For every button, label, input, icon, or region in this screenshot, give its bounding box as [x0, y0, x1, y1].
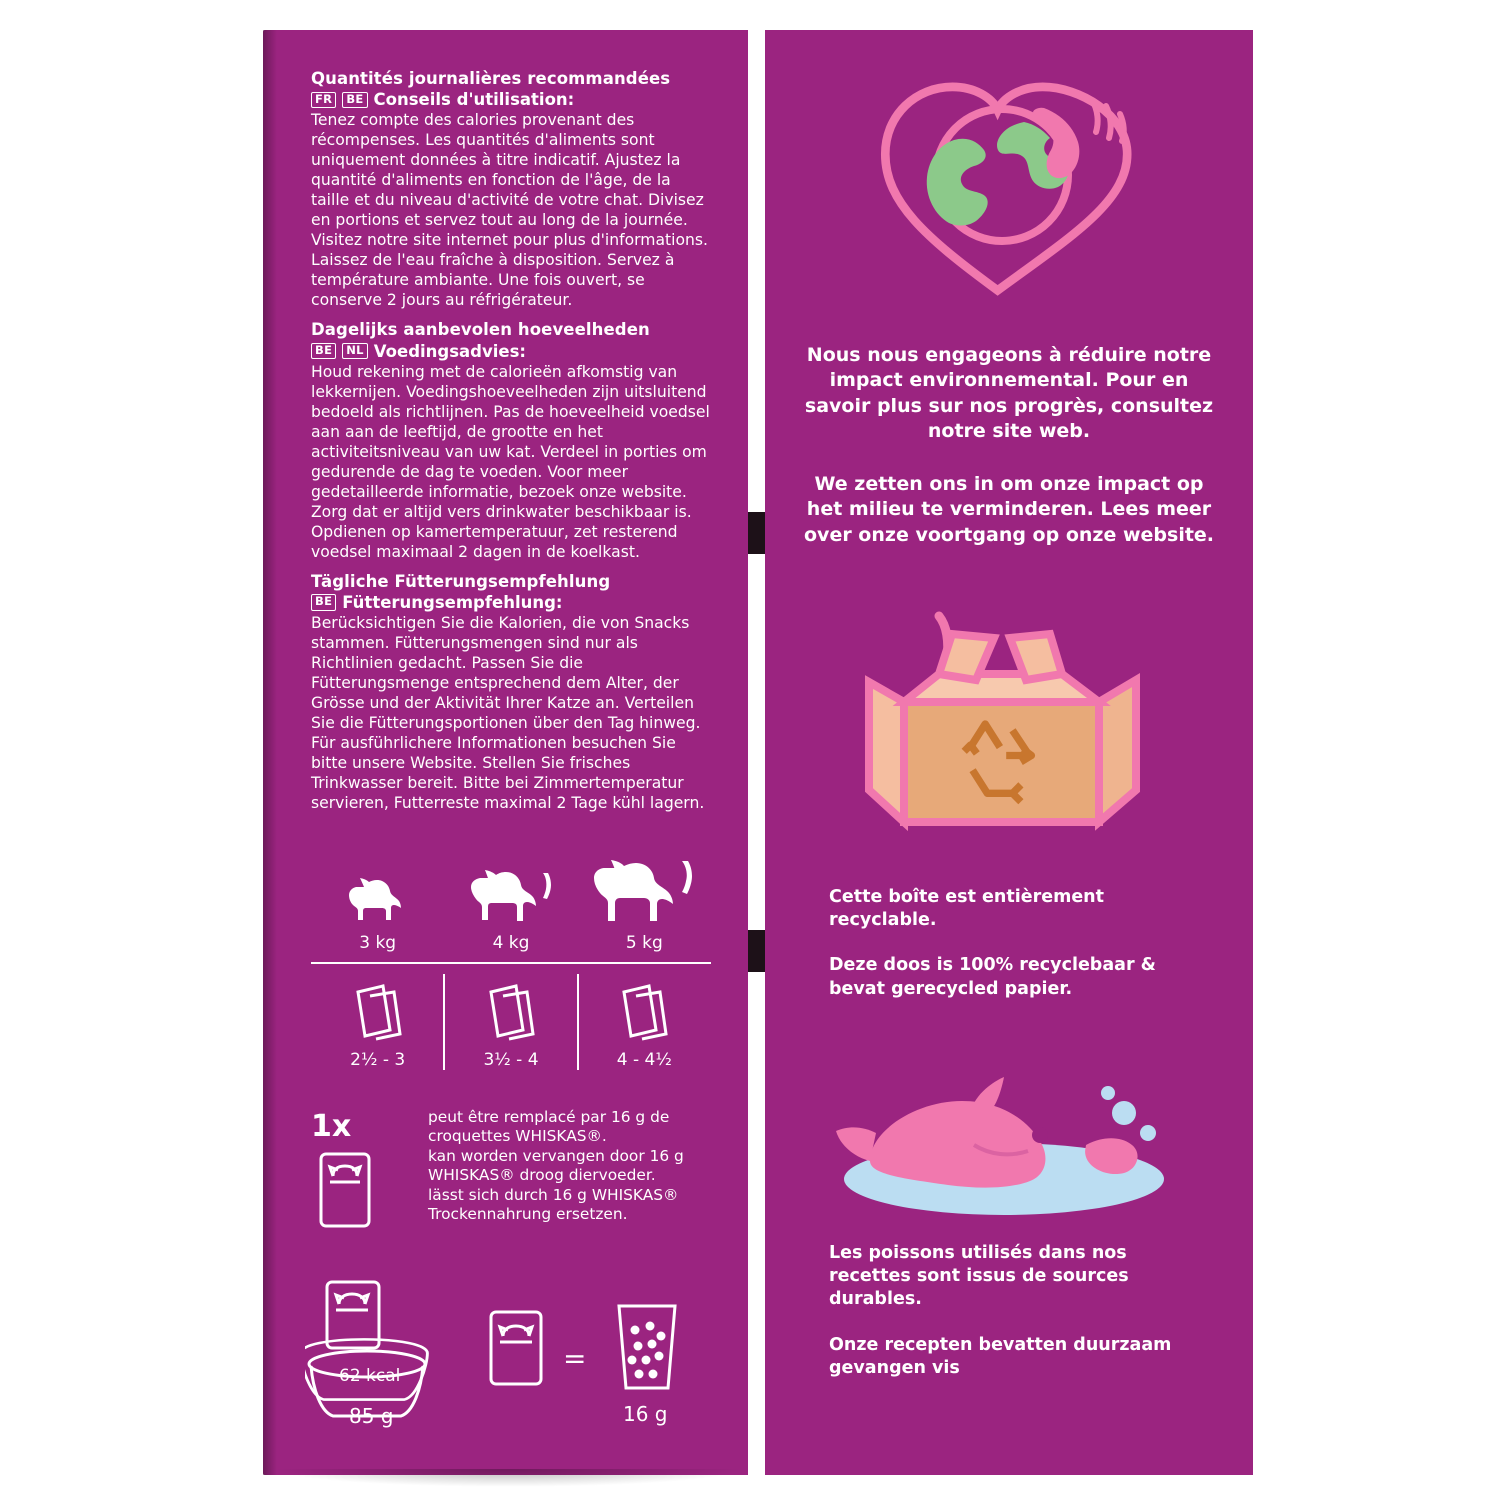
product-package	[263, 30, 1253, 1475]
recyclable-box-block	[765, 594, 1253, 864]
spine-dark-1	[748, 512, 765, 554]
section-subheading-fr: Conseils d'utilisation:	[373, 90, 575, 110]
cat-silhouette-medium-icon	[459, 865, 563, 931]
section-language-line-nl	[311, 342, 711, 361]
cat-weight-3: 5 kg	[625, 933, 663, 953]
equivalence-text	[428, 1108, 713, 1224]
feeding-table	[311, 845, 711, 1070]
section-nl	[311, 319, 711, 561]
pouch-amount-2: 3½ - 4	[483, 1050, 539, 1070]
cat-silhouette-small-icon	[334, 875, 422, 931]
sustainable-fish-icon	[824, 1041, 1194, 1226]
section-heading-nl: Dagelijks aanbevolen hoeveelheden	[311, 320, 650, 340]
equivalence-line-de: lässt sich durch 16 g WHISKAS® Trockennahrung ersetzen.	[428, 1185, 679, 1224]
cat-silhouette-large-icon	[584, 853, 704, 931]
feeding-guidelines-text	[311, 68, 711, 821]
section-body-fr: Tenez compte des calories provenant des récompenses. Les quantités d'aliments sont uniquement données à titre indicatif. Ajustez la quantité d'aliments en fonction de l'âge, de la taille et du niveau d'activité de votre chat. Divisez en portions et servez tout au long de la journée. Visitez notre site internet pour plus d'informations. Laissez de l'eau fraîche à disposition. Servez à température ambiante. Une fois ouvert, se conserve 2 jours au réfrigérateur.	[311, 111, 709, 310]
spine-dark-2	[748, 930, 765, 972]
panel-edge-shadow	[263, 30, 277, 1475]
recyclable-box-icon	[844, 594, 1174, 864]
left-panel	[263, 30, 748, 1475]
sustainability-content	[765, 30, 1253, 1380]
box-paragraph-fr: Cette boîte est entièrement recyclable.	[829, 886, 1105, 931]
cat-silhouette-small-cell	[311, 875, 444, 931]
cat-silhouette-medium-cell	[444, 865, 577, 931]
section-de	[311, 571, 711, 813]
section-heading-de: Tägliche Fütterungsempfehlung	[311, 571, 611, 591]
pouch-cell-1	[311, 982, 444, 1044]
earth-heart-icon	[874, 70, 1144, 325]
package-spine	[748, 30, 765, 1475]
section-body-de: Berücksichtigen Sie die Kalorien, die von Snacks stammen. Fütterungsmengen sind nur als Richtlinien gedacht. Passen Sie die Fütterungsmenge entsprechend dem Alter, der Grösse und der Aktivität Ihrer Katze an. Verteilen Sie die Fütterungsportionen über den Tag hinweg. Für ausführlichere Informationen besuchen Sie bitte unsere Website. Stellen Sie frisches Trinkwasser bereit. Bitte bei Zimmertemperatur servieren, Futterreste maximal 2 Tage kühl lagern.	[311, 613, 705, 813]
section-body-nl: Houd rekening met de calorieën afkomstig van lekkernijen. Voedingshoeveelheden zijn uitsluitend bedoeld als richtlijnen. Pas de hoeveelheid voedsel aan aan de leeftijd, de grootte en het activiteitsniveau van uw kat. Verdeel in porties om gedurende de dag te voeden. Voor meer gedetailleerde informatie, bezoek onze website. Zorg dat er altijd vers drinkwater beschikbaar is. Opdienen op kamertemperatuur, zet resterend voedsel maximaal 2 dagen in de koelkast.	[311, 362, 710, 561]
table-divider	[311, 962, 711, 964]
section-heading-fr: Quantités journalières recommandées	[311, 69, 671, 88]
pouch-icon-row	[311, 974, 711, 1044]
bowl-weight-value: 85 g	[349, 1404, 394, 1428]
pouch-amount-3: 4 - 4½	[616, 1050, 672, 1070]
pouch-icon	[483, 982, 539, 1044]
equals-sign: =	[563, 1342, 587, 1375]
lang-tag-be: BE	[342, 92, 367, 108]
environment-paragraph-nl: We zetten ons in om onze impact op het milieu te verminderen. Lees meer over onze voortgang op onze website.	[804, 473, 1215, 546]
sustainable-fish-block	[765, 1041, 1253, 1226]
lang-tag-be-3: BE	[311, 594, 336, 610]
cat-weight-2: 4 kg	[492, 933, 530, 953]
package-bottom-shadow	[273, 1469, 743, 1487]
pouch-with-cat-face-icon	[311, 1148, 381, 1234]
equivalence-multiplier: 1x	[311, 1109, 352, 1144]
equivalence-line-fr: peut être remplacé par 16 g de croquettes WHISKAS®.	[428, 1108, 670, 1146]
section-subheading-de: Fütterungsempfehlung:	[342, 592, 563, 612]
table-column-divider-1	[443, 974, 445, 1070]
box-paragraph-nl: Deze doos is 100% recyclebaar & bevat gerecycled papier.	[829, 955, 1156, 999]
lang-tag-be-2: BE	[311, 343, 336, 359]
pouch-amount-row	[311, 1050, 711, 1070]
cat-silhouette-large-cell	[578, 853, 711, 931]
equivalence-line-nl: kan worden vervangen door 16 g WHISKAS® droog diervoeder.	[428, 1146, 684, 1185]
kcal-equivalence-row	[311, 1280, 711, 1450]
section-fr	[311, 68, 711, 310]
pouch-icon-2	[483, 1308, 549, 1392]
pouch-icon	[616, 982, 672, 1044]
fish-paragraph-nl: Onze recepten bevatten duurzaam gevangen vis	[829, 1334, 1172, 1378]
pouch-amount-1: 2½ - 3	[350, 1050, 406, 1070]
environment-paragraph-fr: Nous nous engageons à réduire notre impact environnemental. Pour en savoir plus sur nos progrès, consultez notre site web.	[804, 344, 1214, 442]
section-subheading-nl: Voedingsadvies:	[373, 341, 527, 361]
section-language-line-fr	[311, 90, 711, 109]
cat-weight-1: 3 kg	[359, 933, 397, 953]
earth-heart-block	[765, 30, 1253, 325]
pouch-cell-3	[578, 982, 711, 1044]
lang-tag-nl: NL	[342, 343, 368, 359]
lang-tag-fr: FR	[311, 92, 336, 108]
cat-weight-row	[311, 933, 711, 953]
kcal-value: 62 kcal	[339, 1366, 401, 1386]
kibble-cup-icon	[605, 1300, 689, 1396]
section-language-line-de	[311, 593, 711, 612]
right-panel	[765, 30, 1253, 1475]
pouch-cell-2	[444, 982, 577, 1044]
table-column-divider-2	[577, 974, 579, 1070]
pouch-icon	[350, 982, 406, 1044]
fish-paragraph-fr: Les poissons utilisés dans nos recettes sont issus de sources durables.	[829, 1242, 1129, 1310]
cat-size-row	[311, 845, 711, 931]
dry-weight-value: 16 g	[623, 1402, 668, 1426]
